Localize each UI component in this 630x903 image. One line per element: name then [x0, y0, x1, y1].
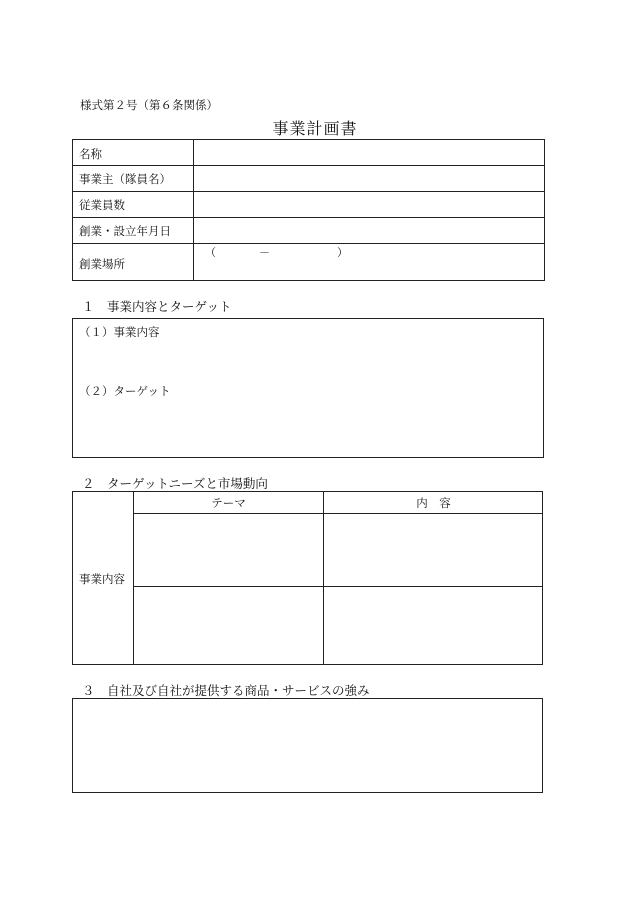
employees-field[interactable]: [194, 192, 544, 217]
market-table: [72, 491, 543, 665]
section-3-box[interactable]: [72, 698, 543, 793]
form-number: 様式第２号（第６条関係）: [80, 98, 218, 112]
section-1-box[interactable]: [72, 318, 544, 458]
info-table: [72, 139, 545, 281]
phone-dash: －: [259, 246, 270, 259]
location-label: 創業場所: [79, 257, 125, 271]
content-cell-2[interactable]: [324, 587, 543, 664]
content-column-header: 内 容: [416, 496, 451, 510]
owner-label: 事業主（隊員名）: [79, 172, 171, 186]
content-cell-1[interactable]: [324, 514, 543, 586]
section-1-title: １ 事業内容とターゲット: [82, 299, 232, 314]
theme-cell-2[interactable]: [134, 587, 323, 664]
employees-label: 従業員数: [79, 198, 125, 212]
theme-cell-1[interactable]: [134, 514, 323, 586]
owner-field[interactable]: [194, 166, 544, 191]
founded-field[interactable]: [194, 218, 544, 243]
theme-column-header: テーマ: [211, 496, 246, 510]
name-field[interactable]: [194, 140, 544, 165]
phone-close-paren: ）: [337, 246, 348, 259]
target-label: （２）ターゲット: [79, 384, 171, 398]
page-title: 事業計画書: [272, 119, 358, 138]
founded-label: 創業・設立年月日: [79, 224, 171, 238]
location-field[interactable]: [194, 244, 544, 281]
section-3-title: ３ 自社及び自社が提供する商品・サービスの強み: [82, 683, 370, 698]
business-content-label: （１）事業内容: [79, 325, 160, 339]
section-2-title: ２ ターゲットニーズと市場動向: [82, 476, 268, 491]
name-label: 名称: [79, 147, 102, 161]
market-row-label: 事業内容: [79, 572, 125, 586]
phone-open-paren: （: [205, 246, 216, 259]
